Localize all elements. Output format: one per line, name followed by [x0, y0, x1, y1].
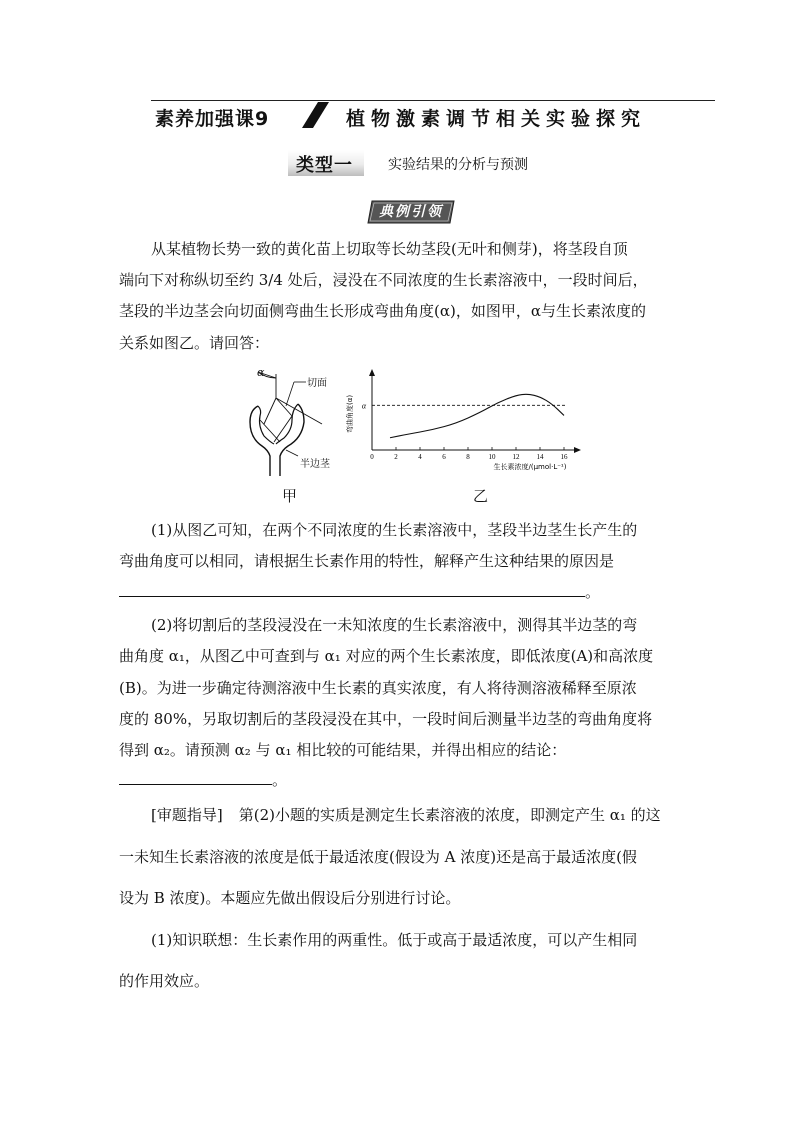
type-label: 类型一	[296, 155, 353, 176]
example-banner-label: 典例引领	[379, 204, 443, 220]
q1-line-3: 。	[119, 581, 600, 602]
q1-line-2: 弯曲角度可以相同，请根据生长素作用的特性，解释产生这种结果的原因是	[119, 552, 615, 570]
page-title: 植物激素调节相关实验探究	[346, 108, 647, 130]
chart-x-axis-label: 生长素浓度/(μmol·L⁻¹)	[493, 463, 567, 471]
guide-line-2: 一未知生长素溶液的浓度是低于最适浓度(假设为 A 浓度)还是高于最适浓度(假	[119, 848, 637, 866]
guide-label: [审题指导]	[151, 806, 223, 824]
q2-line-3: (B)。为进一步确定待测溶液中生长素的真实浓度，有人将待测溶液稀释至原浓	[119, 679, 637, 697]
figure-jia-stem-diagram	[236, 364, 350, 482]
cut-surface-label: 切面	[307, 378, 327, 389]
caption-jia: 甲	[282, 487, 298, 505]
intro-line-3: 茎段的半边茎会向切面侧弯曲生长形成弯曲角度(α)，如图甲，α与生长素浓度的	[119, 302, 646, 320]
chart-x-tick-label: 10	[488, 453, 496, 461]
chart-x-tick-label: 8	[466, 453, 470, 461]
guide-line-1: [审题指导] 第(2)小题的实质是测定生长素溶液的浓度，即测定产生 α₁ 的这	[151, 806, 661, 824]
chart-x-tick-label: 2	[394, 453, 398, 461]
chart-x-tick-label: 16	[560, 453, 568, 461]
answer-blank-1[interactable]	[119, 582, 585, 597]
lesson-label: 素养加强课9	[155, 108, 270, 130]
chart-y-axis-label: 弯曲角度(α)	[346, 394, 354, 434]
caption-yi: 乙	[473, 487, 489, 505]
chart-x-arrow	[574, 447, 581, 453]
q2-line-4: 度的 80%，另取切割后的茎段浸没在其中，一段时间后测量半边茎的弯曲角度将	[119, 710, 653, 728]
intro-line-4: 关系如图乙。请回答：	[119, 334, 270, 352]
chart-x-tick-label: 4	[418, 453, 422, 461]
q2-line-6: 。	[119, 769, 287, 790]
chart-x-tick-label: 12	[512, 453, 520, 461]
point1-line-1: (1)知识联想：生长素作用的两重性。低于或高于最适浓度，可以产生相同	[151, 931, 638, 949]
q1-line-1: (1)从图乙可知，在两个不同浓度的生长素溶液中，茎段半边茎生长产生的	[151, 521, 638, 539]
chart-x-tick-label: 0	[370, 453, 374, 461]
chart-y-marker-label: α	[361, 401, 367, 411]
guide-line-3: 设为 B 浓度)。本题应先做出假设后分别进行讨论。	[119, 889, 461, 907]
chart-series-line	[390, 394, 564, 437]
answer-blank-2[interactable]	[119, 770, 272, 785]
type-title: 实验结果的分析与预测	[388, 157, 528, 173]
alpha-label: α	[257, 366, 265, 379]
q2-line-1: (2)将切割后的茎段浸没在一未知浓度的生长素溶液中，测得其半边茎的弯	[151, 616, 638, 634]
point1-line-2: 的作用效应。	[119, 972, 210, 990]
q2-line-2: 曲角度 α₁，从图乙中可查到与 α₁ 对应的两个生长素浓度，即低浓度(A)和高浓度	[119, 647, 654, 665]
header-rule	[151, 100, 715, 101]
half-stem-label: 半边茎	[300, 459, 330, 470]
chart-x-tick-label: 14	[536, 453, 544, 461]
figure-yi-chart	[340, 368, 590, 480]
header-slash-mark	[302, 102, 330, 128]
intro-line-1: 从某植物长势一致的黄化苗上切取等长幼茎段(无叶和侧芽)，将茎段自顶	[151, 240, 628, 258]
chart-x-tick-label: 6	[442, 453, 446, 461]
intro-line-2: 端向下对称纵切至约 3/4 处后，浸没在不同浓度的生长素溶液中，一段时间后，	[119, 271, 648, 289]
chart-y-arrow	[369, 369, 375, 376]
q2-line-5: 得到 α₂。请预测 α₂ 与 α₁ 相比较的可能结果，并得出相应的结论：	[119, 741, 567, 759]
